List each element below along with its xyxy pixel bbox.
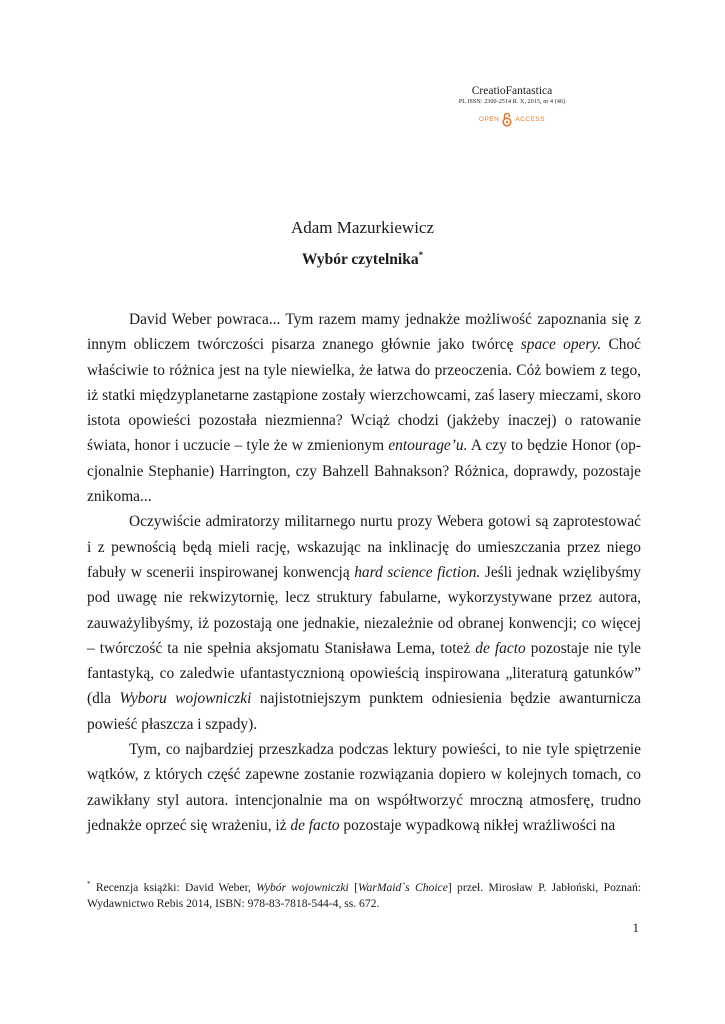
page-number: 1 bbox=[632, 920, 639, 935]
body-paragraph bbox=[87, 509, 641, 737]
text-run: [ bbox=[348, 880, 358, 894]
text-run: Jeśli jednak wzięlibyśmy pod uwagę nie rekwizytornię, lecz struktury fabularne, wykorzystywane przez autora, zauważylibyśmy, iż pozostają one jednakie, niezależnie od obranej konwencji; co więcej – twórczość ta nie spełnia aksjomatu Stanisława Lema, toteż bbox=[87, 563, 641, 657]
text-run: David Weber powraca... Tym razem mamy jednakże możliwość zapoznania się z innym obliczem twórczości pisarza znanego głównie jako twórcę bbox=[87, 311, 641, 354]
text-run: Tym, co najbardziej przeszkadza podczas lektury powieści, to nie tyle spiętrzenie wątków, z których część zapewne zostanie rozwiązania dopiero w kolejnych tomach, co zawikłany styl autora. intencjonalnie ma on współtworzyć mroczną atmosferę, trudno jednakże oprzeć się wrażeniu, iż bbox=[87, 741, 641, 834]
text-run: ] przeł. Mirosław P. Jabłoński, Poznań: Wydawnictwo Rebis 2014, ISBN: 978-83-7818-544-4, ss. 672. bbox=[87, 880, 641, 911]
journal-header bbox=[402, 84, 622, 127]
text-run: najistotniejszym punktem odniesienia będzie awanturnicza powieść płaszcza i szpady). bbox=[87, 690, 642, 733]
open-label: OPEN bbox=[478, 116, 500, 123]
body-paragraph bbox=[87, 737, 641, 838]
article-title-text: Wybór czytelnika bbox=[301, 251, 419, 269]
footnote-marker: * bbox=[418, 250, 424, 260]
text-run: pozostaje wypadkową nikłej wrażliwości na bbox=[339, 816, 616, 834]
open-access-lock-icon bbox=[502, 112, 512, 127]
article-author: Adam Mazurkiewicz bbox=[290, 218, 435, 237]
body-paragraph bbox=[87, 307, 641, 509]
text-run: Oczywiście admiratorzy militarnego nurtu prozy Webera gotowi są zaprotestować i z pewnością będą mieli rację, wskazując na inklinację do umieszczania przez niego fabuły w scenerii inspirowanej konwencją bbox=[87, 513, 641, 581]
italic-text-run: hard science fiction. bbox=[354, 563, 481, 581]
open-access-badge bbox=[402, 112, 622, 127]
italic-text-run: entourage’u. bbox=[388, 437, 468, 455]
footnote bbox=[87, 876, 641, 913]
italic-text-run: Wybór wojowniczki bbox=[256, 880, 349, 894]
italic-text-run: space opery. bbox=[520, 336, 602, 354]
italic-text-run: de facto bbox=[475, 639, 526, 657]
text-run: Choć właściwie to różnica jest na tyle niewielka, że łatwa do przeoczenia. Cóż bowiem z tego, iż statki międzyplanetarne zastąpione zostały wierzchowcami, zaś lasery mieczami, skoro istota opowieści pozostała niezmienna? Wciąż chodzi (jakżeby inaczej) o ratowanie świata, honor i uczucie – tyle że w zmienionym bbox=[87, 336, 641, 455]
text-run: pozostaje nie tyle fantastyką, co zaledwie ufantastycznioną opowieścią inspirowana „literaturą gatunków” (dla bbox=[87, 639, 641, 708]
article-body bbox=[87, 307, 641, 838]
footnote-mark: * bbox=[87, 880, 91, 888]
journal-issn: PL ISSN: 2300-2514 R. X, 2015, nr 4 (46) bbox=[458, 99, 566, 105]
access-label: ACCESS bbox=[515, 116, 546, 123]
italic-text-run: de facto bbox=[290, 816, 340, 834]
italic-text-run: WarMaid`s Choice bbox=[357, 880, 448, 894]
italic-text-run: Wyboru wojowniczki bbox=[119, 690, 252, 708]
footnote-text bbox=[87, 881, 641, 911]
text-run: Recenzja książki: David Weber, bbox=[95, 880, 257, 894]
journal-title: CreatioFantastica bbox=[471, 85, 553, 97]
text-run: A czy to będzie Honor (opcjonalnie Stephanie) Harrington, czy Bahzell Bahnakson? Różnica, doprawdy, pozostaje znikoma... bbox=[87, 437, 641, 506]
article-title bbox=[0, 250, 725, 269]
